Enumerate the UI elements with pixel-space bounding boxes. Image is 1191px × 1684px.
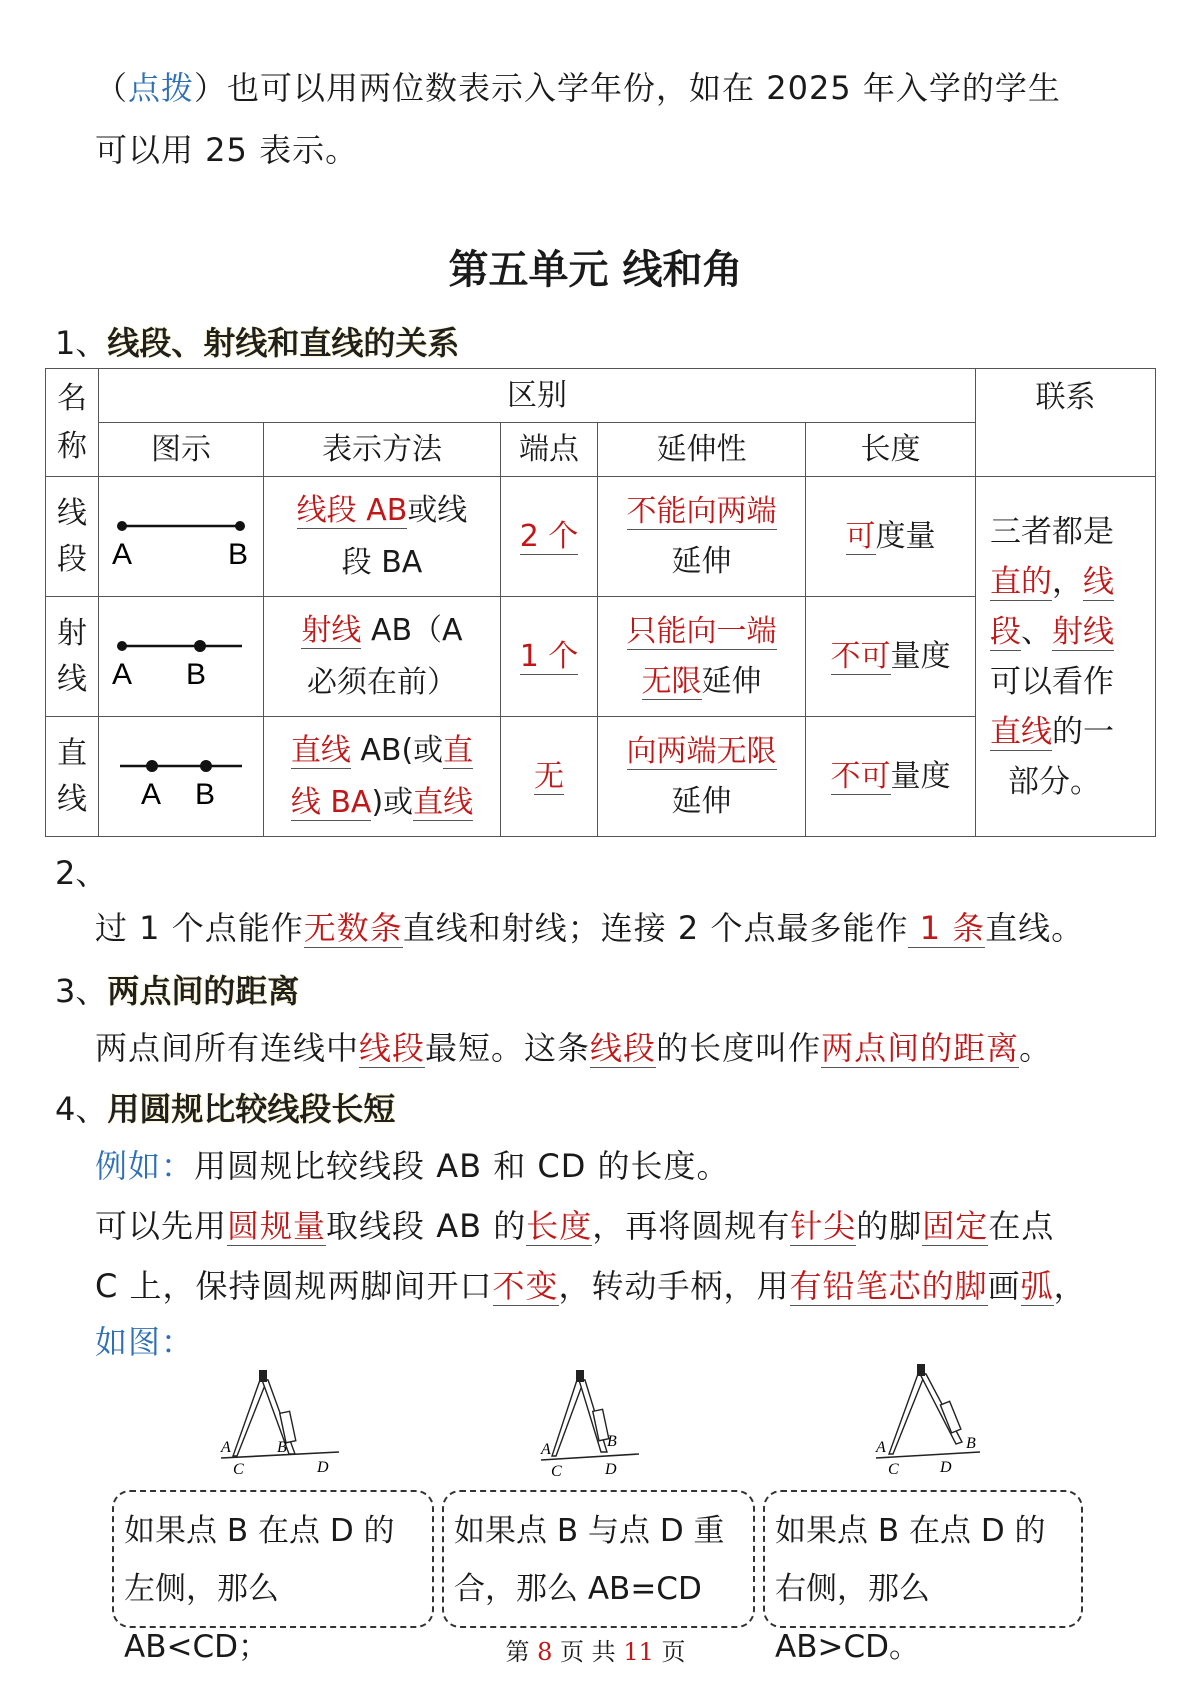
point-a-label: A [141,777,162,811]
compass-figure-middle [535,1368,655,1478]
case-box-middle: 如果点 B 与点 D 重 合，那么 AB=CD [442,1490,755,1628]
ray-notation: 射线 AB（A 必须在前） [264,597,501,717]
fig-label-a: A [221,1439,231,1456]
line-extension: 向两端无限 延伸 [598,717,806,837]
row-name: 线 段 [46,477,99,597]
intro-line-2: 可以用 25 表示。 [95,131,359,169]
header-difference: 区别 [99,369,976,423]
svg-text:B: B [607,1433,617,1450]
method-line-2: C 上，保持圆规两脚间开口不变，转动手柄，用有铅笔芯的脚画弧， [95,1267,1087,1305]
section-1-heading [55,318,459,364]
svg-text:C: C [888,1461,899,1478]
svg-text:A: A [541,1441,551,1458]
tip-label: 点拨 [128,69,195,107]
point-b-label: B [228,537,249,571]
intro-line-1 [95,66,1061,110]
method-line-1: 可以先用圆规量取线段 AB 的长度，再将圆规有针尖的脚固定在点 [95,1207,1055,1245]
fig-label-c: C [233,1461,244,1478]
section-2-heading: 2、 [55,854,108,892]
point-a-label: A [112,657,133,691]
header-length: 长度 [806,423,976,477]
table-row [46,477,1156,597]
compass-figure-right [870,1362,1000,1478]
header-figure: 图示 [99,423,264,477]
line-endpoints: 无 [501,717,598,837]
section-number: 1、 [55,324,108,362]
svg-text:D: D [940,1459,952,1476]
svg-text:C: C [551,1463,562,1478]
segment-notation: 线段 AB或线 段 BA [264,477,501,597]
fig-label-d: D [317,1459,329,1476]
section-3-text: 两点间所有连线中线段最短。这条线段的长度叫作两点间的距离。 [95,1029,1053,1067]
case-box-left: 如果点 B 在点 D 的 左侧，那么 AB<CD； [112,1490,434,1628]
line-figure [99,717,264,837]
row-name: 射 线 [46,597,99,717]
line-notation: 直线 AB(或直 线 BA)或直线 [264,717,501,837]
page-total: 11 [623,1638,654,1666]
svg-text:B: B [966,1435,976,1452]
header-endpoints: 端点 [501,423,598,477]
section-2-text: 过 1 个点能作无数条直线和射线；连接 2 个点最多能作 1 条直线。 [95,909,1085,947]
ray-figure [99,597,264,717]
header-extension: 延伸性 [598,423,806,477]
point-b-label: B [186,657,207,691]
unit-title: 第五单元 线和角 [448,246,743,293]
point-b-label: B [195,777,216,811]
page-footer: 第 8 页 共 11 页 [505,1638,686,1666]
segment-extension: 不能向两端 延伸 [598,477,806,597]
section-title: 线段、射线和直线的关系 [107,324,460,362]
header-notation: 表示方法 [264,423,501,477]
svg-text:D: D [605,1461,617,1478]
example-line: 例如：用圆规比较线段 AB 和 CD 的长度。 [95,1147,730,1185]
row-name: 直 线 [46,717,99,837]
ray-endpoints: 1 个 [501,597,598,717]
tip-close: ） [194,69,228,107]
tip-open: （ [95,69,129,107]
header-connection: 联系 [976,369,1156,477]
section-3-heading: 3、两点间的距离 [55,972,300,1010]
fig-label-b: B [277,1439,287,1456]
comparison-table [45,368,1156,837]
segment-length: 可度量 [806,477,976,597]
page-number: 8 [537,1638,553,1666]
figure-label: 如图： [95,1323,195,1361]
segment-endpoints: 2 个 [501,477,598,597]
line-length: 不可量度 [806,717,976,837]
header-name: 名称 [46,369,99,477]
svg-text:A: A [876,1439,886,1456]
connection-cell: 三者都是 直的，线 段、射线 可以看作 直线的一 部分。 [976,477,1156,837]
ray-length: 不可量度 [806,597,976,717]
section-4-heading: 4、用圆规比较线段长短 [55,1090,396,1128]
intro-text: 也可以用两位数表示入学年份，如在 2025 年入学的学生 [227,69,1061,107]
case-box-right: 如果点 B 在点 D 的 右侧，那么 AB>CD。 [763,1490,1083,1628]
segment-figure [99,477,264,597]
compass-figure-left [215,1368,345,1478]
point-a-label: A [112,537,133,571]
ray-extension: 只能向一端 无限延伸 [598,597,806,717]
